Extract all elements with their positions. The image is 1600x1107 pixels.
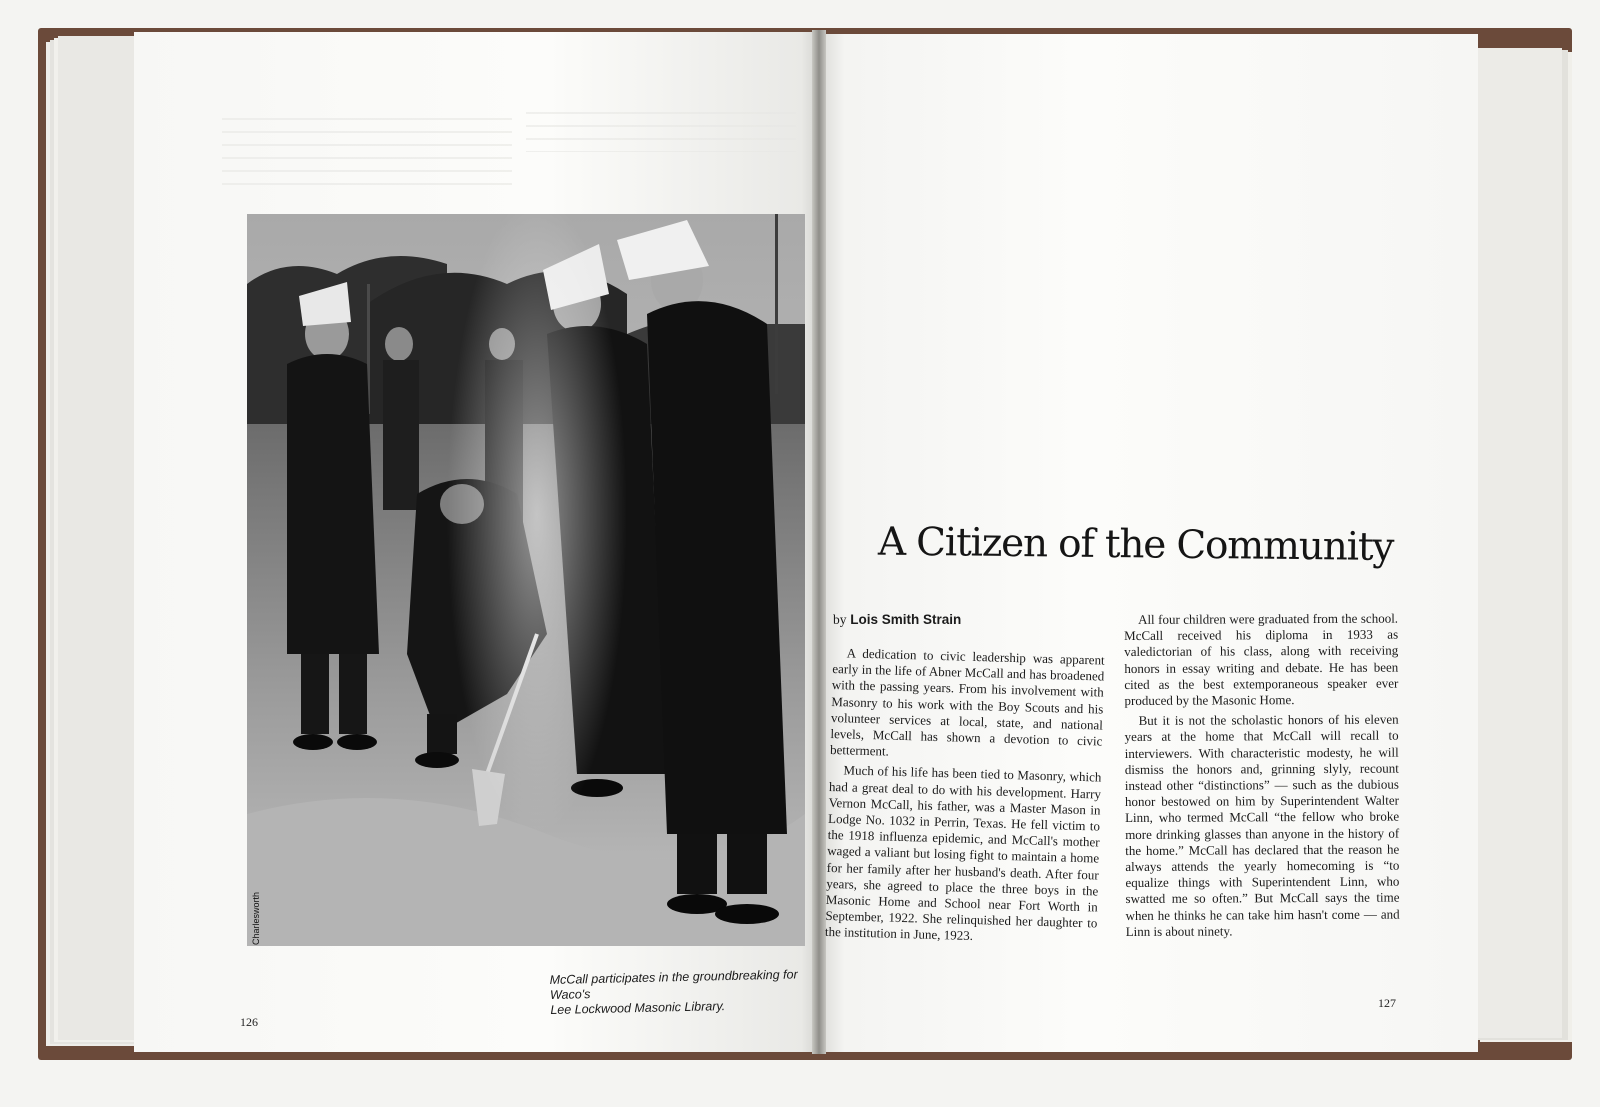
show-through-text	[222, 118, 512, 190]
paragraph: A dedication to civic leadership was apparent early in the life of Abner McCall and has broadened with the passing years. From his involvement with Masonry to his work with the Boy Scouts and his volunteer services at local, state, and national levels, McCall has shown a devotion to civic betterment.	[829, 645, 1105, 759]
page-number-left: 126	[240, 1015, 258, 1029]
byline-author: Lois Smith Strain	[850, 612, 962, 627]
article-title: A Citizen of the Community	[877, 519, 1394, 570]
byline-prefix: by	[833, 612, 847, 627]
caption-line: McCall participates in the groundbreaking for Waco's	[549, 967, 798, 1003]
page-number-right: 127	[1378, 996, 1396, 1010]
byline	[833, 612, 961, 628]
photo-credit: Charlesworth	[251, 891, 261, 945]
paragraph: All four children were graduated from the school. McCall received his diploma in 1933 as valedictorian of his class, along with receiving honors in essay writing and debate. He has been cited as the best extemporaneous speaker ever produced by the Masonic Home.	[1124, 610, 1399, 709]
article-column-1	[825, 645, 1105, 952]
book-gutter	[812, 30, 826, 1054]
show-through-text	[526, 112, 796, 152]
paragraph: Much of his life has been tied to Masonry, which had a great deal to do with his development. Harry Vernon McCall, his father, was a Master Mason in Lodge No. 1032 in Perrin, Texas. He fell victim to the 1918 influenza epidemic, and McCall's mother waged a valiant but losing fight to maintain a home for her family after her husband's death. After four years, she agreed to place the three boys in the Masonic Home and School near Fort Worth in September, 1922. She relinquished her daughter to the institution in June, 1923.	[824, 762, 1102, 944]
paragraph: But it is not the scholastic honors of his eleven years at the home that McCall will recall to interviewers. With characteristic modesty, he will dismiss the honors and, grinning slyly, recount instead other “distinctions” — such as the dubious honor bestowed on him by Superintendent Walter Linn, who termed McCall “the fellow who broke more drinking glasses than anyone in the history of the home.” McCall has declared that the reason he always attends the yearly homecoming is “to equalize things with Superintendent Linn, who swatted me so often.” But McCall says the time when he thinks he can take him hasn't come — and Linn is about ninety.	[1124, 711, 1400, 939]
right-page-stack	[1470, 48, 1562, 1038]
photo-caption	[550, 967, 817, 1018]
article-column-2	[1124, 611, 1400, 944]
groundbreaking-photo	[247, 214, 805, 946]
caption-line: Lee Lockwood Masonic Library.	[550, 999, 726, 1018]
